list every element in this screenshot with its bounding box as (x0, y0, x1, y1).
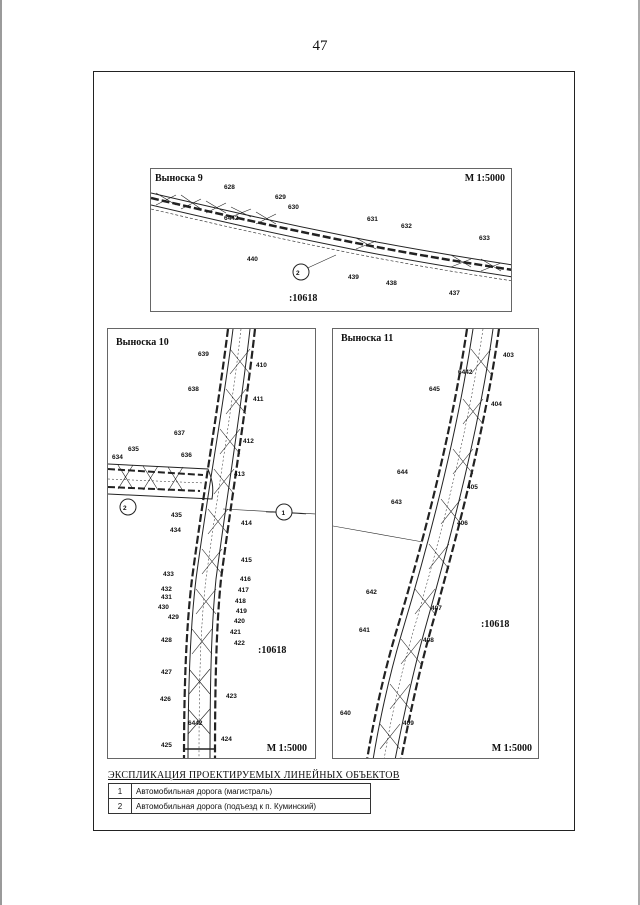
point-label: 410 (256, 362, 267, 369)
point-label: 420 (234, 618, 245, 625)
point-label: 635 (128, 446, 139, 453)
callout-11-labels (340, 352, 514, 727)
callout-10-cadastral: :10618 (258, 645, 287, 656)
point-label: 407 (431, 605, 442, 612)
point-label: 419 (236, 608, 247, 615)
point-label: 644 (397, 469, 408, 476)
point-label: 409 (403, 720, 414, 727)
callout-9-labels (224, 184, 490, 297)
marker-label: 2 (296, 270, 300, 277)
callout-9-panel (150, 168, 512, 312)
callout-9-cadastral: :10618 (289, 293, 318, 304)
block-label: 6442 (188, 720, 203, 727)
point-label: 632 (401, 223, 412, 230)
point-label: 421 (230, 629, 241, 636)
point-label: 634 (112, 454, 123, 461)
marker-label: 2 (123, 505, 127, 512)
table-row (109, 784, 371, 799)
point-label: 431 (161, 594, 172, 601)
point-label: 636 (181, 452, 192, 459)
point-label: 423 (226, 693, 237, 700)
point-label: 422 (234, 640, 245, 647)
point-label: 640 (340, 710, 351, 717)
callout-10-scale: М 1:5000 (266, 743, 307, 754)
callout-9-title: Выноска 9 (155, 173, 203, 184)
point-label: 432 (161, 586, 172, 593)
legend-number: 2 (109, 799, 132, 814)
point-label: 411 (253, 396, 264, 403)
marker-label: 1 (281, 510, 286, 517)
point-label: 417 (238, 587, 249, 594)
point-label: 628 (224, 184, 235, 191)
left-scan-edge (0, 0, 2, 905)
point-label: 425 (161, 742, 172, 749)
callout-9-scale: М 1:5000 (464, 173, 505, 184)
point-label: 642 (366, 589, 377, 596)
point-label: 404 (491, 401, 502, 408)
point-label: 418 (235, 598, 246, 605)
point-label: 435 (171, 512, 182, 519)
point-label: 643 (391, 499, 402, 506)
point-label: 427 (161, 669, 172, 676)
point-label: 437 (449, 290, 460, 297)
point-label: 440 (247, 256, 258, 263)
point-label: 641 (359, 627, 370, 634)
point-label: 412 (243, 438, 254, 445)
point-label: 428 (161, 637, 172, 644)
point-label: 438 (386, 280, 397, 287)
point-label: 630 (288, 204, 299, 211)
block-label: 6442 (224, 215, 239, 222)
point-label: 413 (234, 471, 245, 478)
point-label: 405 (467, 484, 478, 491)
point-label: 408 (423, 637, 434, 644)
point-label: 434 (170, 527, 181, 534)
block-label: 6442 (458, 369, 473, 376)
point-label: 403 (503, 352, 514, 359)
callout-10-map (108, 329, 316, 759)
legend-text: Автомобильная дорога (магистраль) (132, 784, 371, 799)
point-label: 426 (160, 696, 171, 703)
point-label: 633 (479, 235, 490, 242)
point-label: 416 (240, 576, 251, 583)
point-label: 645 (429, 386, 440, 393)
legend-text: Автомобильная дорога (подъезд к п. Куминский) (132, 799, 371, 814)
point-label: 639 (198, 351, 209, 358)
callout-11-panel (332, 328, 539, 759)
point-label: 424 (221, 736, 232, 743)
point-label: 429 (168, 614, 179, 621)
point-label: 430 (158, 604, 169, 611)
road-1-marker (266, 498, 306, 528)
callout-11-scale: М 1:5000 (491, 743, 532, 754)
callout-11-title: Выноска 11 (341, 333, 394, 344)
point-label: 415 (241, 557, 252, 564)
point-label: 406 (457, 520, 468, 527)
explication-legend (108, 770, 408, 814)
point-label: 631 (367, 216, 378, 223)
legend-title: ЭКСПЛИКАЦИЯ ПРОЕКТИРУЕМЫХ ЛИНЕЙНЫХ ОБЪЕКТОВ (108, 770, 400, 781)
point-label: 637 (174, 430, 185, 437)
callout-11-map (333, 329, 539, 759)
legend-table (108, 783, 371, 814)
callout-11-cadastral: :10618 (481, 619, 510, 630)
page-number: 47 (312, 38, 328, 54)
point-label: 414 (241, 520, 252, 527)
point-label: 629 (275, 194, 286, 201)
callout-10-panel (107, 328, 316, 759)
legend-number: 1 (109, 784, 132, 799)
table-row (109, 799, 371, 814)
point-label: 638 (188, 386, 199, 393)
callout-10-title: Выноска 10 (116, 337, 169, 348)
callout-9-map (151, 169, 512, 312)
point-label: 433 (163, 571, 174, 578)
point-label: 439 (348, 274, 359, 281)
